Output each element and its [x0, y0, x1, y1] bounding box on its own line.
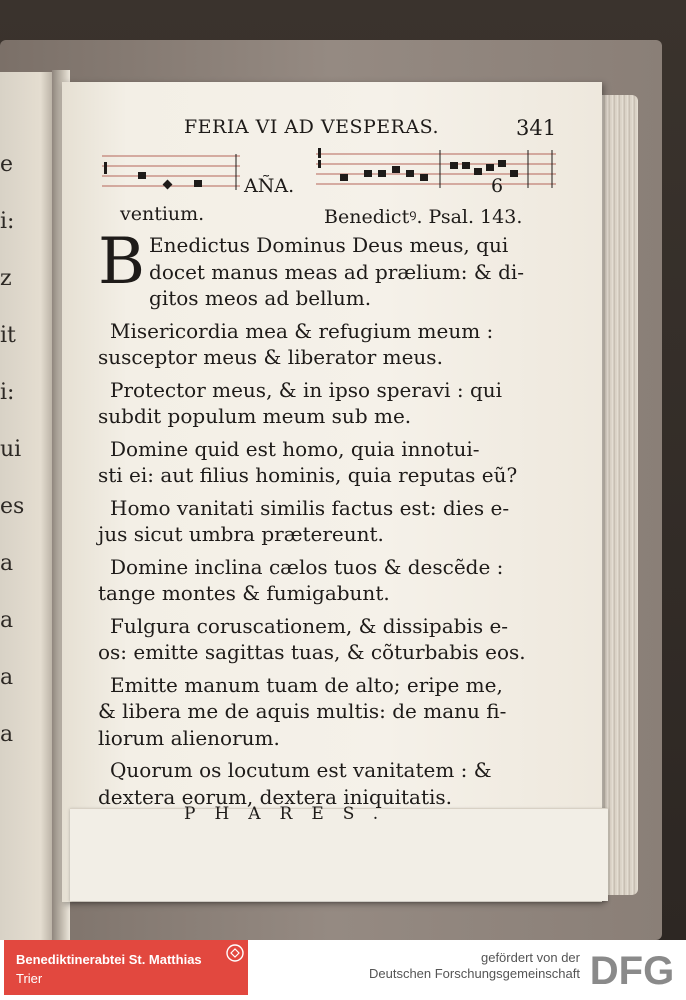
- verse-line: Fulgura coruscationem, & dissipabis e-: [110, 613, 509, 638]
- antiphon-label: AÑA.: [244, 175, 295, 197]
- chant-staff-left: [102, 150, 240, 196]
- left-page-fragment: ui: [0, 437, 22, 462]
- verse-line: Misericordia mea & refugium meum :: [110, 318, 494, 343]
- dfg-logo-text: DFG: [589, 949, 675, 990]
- left-page: [0, 72, 58, 940]
- institution-city: Trier: [16, 971, 43, 986]
- psalm-text: [98, 225, 560, 816]
- verse-line: Emitte manum tuam de alto; eripe me,: [110, 672, 503, 697]
- verse-line: Homo vanitati similis factus est: dies e-: [110, 495, 510, 520]
- verse-line: sti ei: aut filius hominis, quia reputas eũ?: [98, 463, 518, 487]
- verse-line: liorum alienorum.: [98, 725, 280, 750]
- verse-line: gitos meos ad bellum.: [149, 286, 372, 310]
- verse-line: jus sicut umbra prætereunt.: [98, 522, 384, 546]
- page-number: 341: [516, 116, 557, 140]
- drop-cap-initial: B: [98, 225, 146, 299]
- left-page-fragment: i:: [0, 380, 15, 405]
- catchword: PHARES.: [184, 804, 398, 824]
- psalm-verse: [98, 436, 560, 489]
- verse-line: susceptor meus & liberator meus.: [98, 345, 443, 369]
- funder-line-1: gefördert von der: [480, 950, 580, 965]
- antiphon-incipit: ventium.: [120, 203, 205, 225]
- verse-line: Domine inclina cælos tuos & descẽde :: [110, 554, 504, 579]
- verse-line: dextera eorum, dextera iniquitatis.: [98, 784, 453, 809]
- left-page-fragment: a: [0, 722, 14, 747]
- left-page-fragment: e: [0, 152, 14, 177]
- left-page-fragment: z: [0, 266, 12, 291]
- verse-line: Quorum os locutum est vanitatem : &: [110, 758, 492, 782]
- psalm-verse: [98, 672, 560, 752]
- verse-line: docet manus meas ad prælium: & di-: [149, 259, 525, 284]
- left-page-fragment: a: [0, 665, 14, 690]
- verse-line: os: emitte sagittas tuas, & cõturbabis eos.: [98, 640, 526, 664]
- left-page-fragment: a: [0, 608, 14, 633]
- psalm-verse: [98, 554, 560, 607]
- page-header: FERIA VI AD VESPERAS.: [184, 116, 440, 138]
- psalm-verse: [98, 318, 560, 371]
- psalm-reference: Benedictꝰ. Psal. 143.: [324, 206, 523, 228]
- verse-line: tange montes & fumigabunt.: [98, 581, 390, 605]
- chant-staff-right: [316, 146, 556, 192]
- funder-line-2: Deutschen Forschungsgemeinschaft: [368, 966, 580, 981]
- institution-badge[interactable]: [4, 940, 248, 995]
- psalm-verse: [98, 613, 560, 666]
- verse-line: & libera me de aquis multis: de manu fi-: [98, 699, 507, 723]
- verse-line: subdit populum meum sub me.: [98, 404, 412, 428]
- mode-number: 6: [491, 175, 504, 197]
- left-page-fragment: i:: [0, 209, 15, 234]
- psalm-verse: [98, 757, 560, 810]
- institution-name: Benediktinerabtei St. Matthias: [16, 952, 202, 967]
- verse-line: Protector meus, & in ipso speravi : qui: [110, 377, 503, 402]
- psalm-verse: [98, 377, 560, 430]
- left-page-fragment: it: [0, 323, 16, 348]
- psalm-verse: [98, 225, 560, 312]
- verse-line: Domine quid est homo, quia innotui-: [110, 436, 480, 461]
- left-page-fragment: es: [0, 494, 25, 519]
- left-page-fragment: a: [0, 551, 14, 576]
- verse-line: Enedictus Dominus Deus meus, qui: [149, 233, 509, 257]
- dfg-logo[interactable]: [586, 948, 678, 990]
- psalm-verse: [98, 495, 560, 548]
- page-edges: [596, 95, 638, 895]
- abbey-logo-icon: [226, 944, 244, 962]
